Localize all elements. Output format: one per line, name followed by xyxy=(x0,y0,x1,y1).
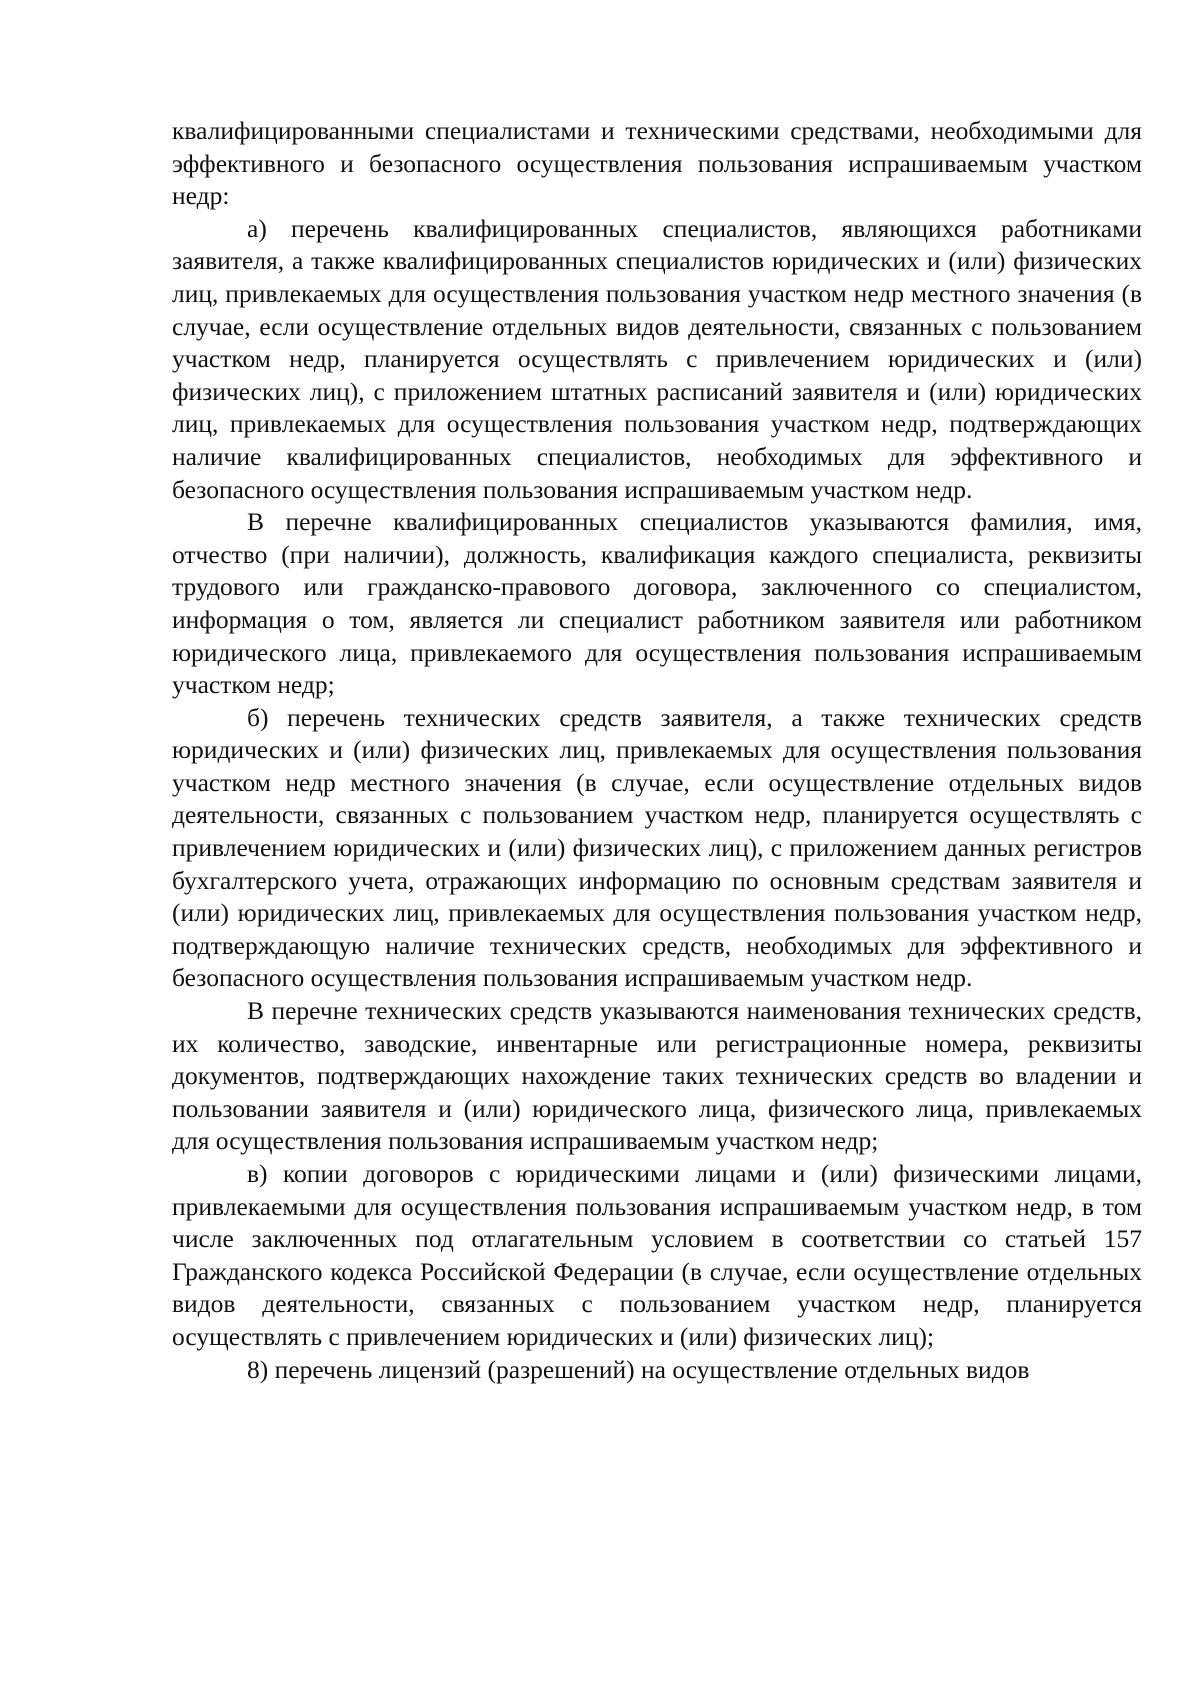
paragraph-item-v: в) копии договоров с юридическими лицами и (или) физическими лицами, привлекаемыми для осуществления пользования испрашиваемым участком недр, в том числе заключенных под отлагательным условием в соответствии со статьей 157 Гражданского кодекса Российской Федерации (в случае, если осуществление отдельных видов деятельности, связанных с пользованием участком недр, планируется осуществлять с привлечением юридических и (или) физических лиц); xyxy=(172,1159,1142,1351)
paragraph-item-8: 8) перечень лицензий (разрешений) на осуществление отдельных видов xyxy=(247,1354,1030,1384)
paragraph-item-b: б) перечень технических средств заявителя, а также технических средств юридических и (или) физических лиц, привлекаемых для осуществления пользования участком недр местного значения (в случае, если осуществление отдельных видов деятельности, связанных с пользованием участком недр, планируется осуществлять с привлечением юридических и (или) физических лиц), с приложением данных регистров бухгалтерского учета, отражающих информацию по основным средствам заявителя и (или) юридических лиц, привлекаемых для осуществления пользования участком недр, подтверждающую наличие технических средств, необходимых для эффективного и безопасного осуществления пользования испрашиваемым участком недр. xyxy=(172,702,1142,993)
paragraph-item-a: а) перечень квалифицированных специалистов, являющихся работниками заявителя, а также квалифицированных специалистов юридических и (или) физических лиц, привлекаемых для осуществления пользования участком недр местного значения (в случае, если осуществление отдельных видов деятельности, связанных с пользованием участком недр, планируется осуществлять с привлечением юридических и (или) физических лиц), с приложением штатных расписаний заявителя и (или) юридических лиц, привлекаемых для осуществления пользования участком недр, подтверждающих наличие квалифицированных специалистов, необходимых для эффективного и безопасного осуществления пользования испрашиваемым участком недр. xyxy=(172,213,1142,504)
document-body xyxy=(172,115,1142,1386)
paragraph-specialists-list-details: В перечне квалифицированных специалистов указываются фамилия, имя, отчество (при наличии), должность, квалификация каждого специалиста, реквизиты трудового или гражданско-правового договора, заключенного со специалистом, информация о том, является ли специалист работником заявителя или работником юридического лица, привлекаемого для осуществления пользования испрашиваемым участком недр; xyxy=(172,507,1142,700)
paragraph-technical-means-details: В перечне технических средств указываются наименования технических средств, их количество, заводские, инвентарные или регистрационные номера, реквизиты документов, подтверждающих нахождение таких технических средств во владении и пользовании заявителя и (или) юридического лица, физического лица, привлекаемых для осуществления пользования испрашиваемым участком недр; xyxy=(172,996,1142,1156)
paragraph-continuation: квалифицированными специалистами и техническими средствами, необходимыми для эффективного и безопасного осуществления пользования испрашиваемым участком недр: xyxy=(172,116,1142,211)
